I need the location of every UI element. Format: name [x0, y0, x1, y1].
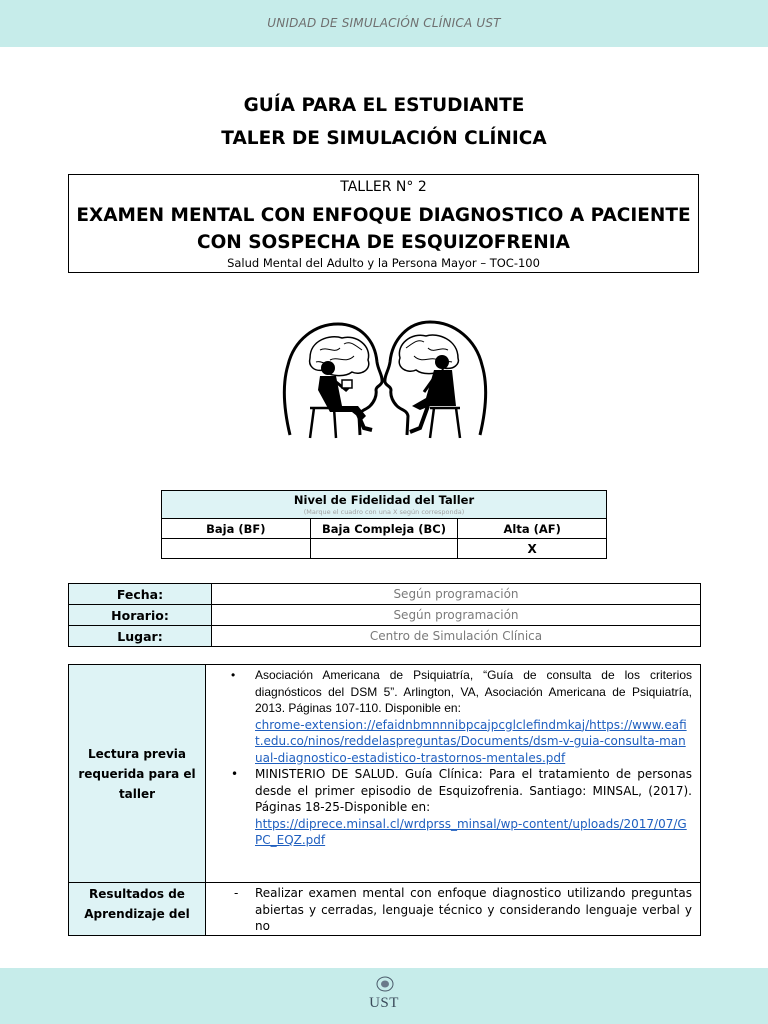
taller-number: TALLER N° 2: [340, 179, 427, 195]
time-value: Según programación: [212, 605, 701, 626]
footer-logo-text: UST: [369, 995, 399, 1011]
taller-name: EXAMEN MENTAL CON ENFOQUE DIAGNOSTICO A PACIENTE CON SOSPECHA DE ESQUIZOFRENIA: [76, 205, 691, 253]
header-text: UNIDAD DE SIMULACIÓN CLÍNICA UST: [267, 16, 501, 30]
outcome-item: [228, 885, 692, 935]
taller-box: [68, 174, 699, 273]
table-row: [69, 883, 701, 936]
fidelity-col-low-complex: Baja Compleja (BC): [310, 519, 458, 539]
fidelity-header: [162, 491, 607, 519]
table-row: [69, 584, 701, 605]
reference-1-link[interactable]: chrome-extension://efaidnbmnnnibpcajpcglclefindmkaj/https://www.eafit.edu.co/ninos/reddelaspreguntas/Documents/dsm-v-guia-consulta-manual-diagnostico-estadistico-trastornos-mentales.pdf: [255, 717, 687, 765]
outcome-text: Realizar examen mental con enfoque diagnostico utilizando preguntas abiertas y cerradas, lenguaje técnico y considerando lenguaje verbal y no: [255, 886, 692, 933]
date-label: Fecha:: [69, 584, 212, 605]
outcome-dash: -: [234, 886, 239, 900]
reference-2-link[interactable]: https://diprece.minsal.cl/wrdprss_minsal/wp-content/uploads/2017/07/GPC_EQZ.pdf: [255, 816, 687, 847]
bullet-1: •: [231, 668, 236, 682]
reference-2-text: MINISTERIO DE SALUD. Guía Clínica: Para el tratamiento de personas desde el primer episodio de Esquizofrenia. Santiago: MINSAL, (2017). Páginas 18-25-Disponible en:: [255, 767, 692, 814]
table-row: [69, 665, 701, 883]
workshop-details-table: [68, 664, 701, 936]
fidelity-col-high: Alta (AF): [458, 519, 607, 539]
schedule-table: [68, 583, 701, 647]
fidelity-val-high: X: [458, 539, 607, 559]
reading-label: Lectura previa requerida para el taller: [69, 665, 206, 883]
bullet-2: •: [231, 767, 239, 781]
reference-item: [228, 667, 692, 766]
table-row: [69, 605, 701, 626]
reference-1-text: Asociación Americana de Psiquiatría, “Guía de consulta de los criterios diagnósticos del DSM 5”. Arlington, VA, Asociación Americana de Psiquiatría, 2013. Páginas 107-110. Disponible en:: [255, 668, 692, 715]
course-name: Salud Mental del Adulto y la Persona Mayor – TOC-100: [227, 256, 540, 270]
time-label: Horario:: [69, 605, 212, 626]
place-value: Centro de Simulación Clínica: [212, 626, 701, 647]
fidelity-title: Nivel de Fidelidad del Taller: [293, 493, 475, 507]
outcomes-label: Resultados de Aprendizaje del: [69, 883, 206, 936]
date-value: Según programación: [212, 584, 701, 605]
header-band: [0, 0, 768, 47]
reference-item: [228, 766, 692, 849]
guide-title: GUÍA PARA EL ESTUDIANTE: [243, 95, 525, 116]
fidelity-val-low-complex: [310, 539, 458, 559]
outcomes-content: [206, 883, 701, 936]
table-row: [69, 626, 701, 647]
fidelity-table: [161, 490, 607, 559]
two-heads-consultation-illustration: [280, 310, 490, 445]
fidelity-val-low: [162, 539, 311, 559]
fidelity-col-low: Baja (BF): [162, 519, 311, 539]
workshop-title: TALER DE SIMULACIÓN CLÍNICA: [221, 128, 547, 149]
place-label: Lugar:: [69, 626, 212, 647]
reading-content: [206, 665, 701, 883]
fidelity-note: (Marque el cuadro con una X según corresponda): [303, 508, 465, 516]
university-seal-icon: [376, 976, 394, 992]
